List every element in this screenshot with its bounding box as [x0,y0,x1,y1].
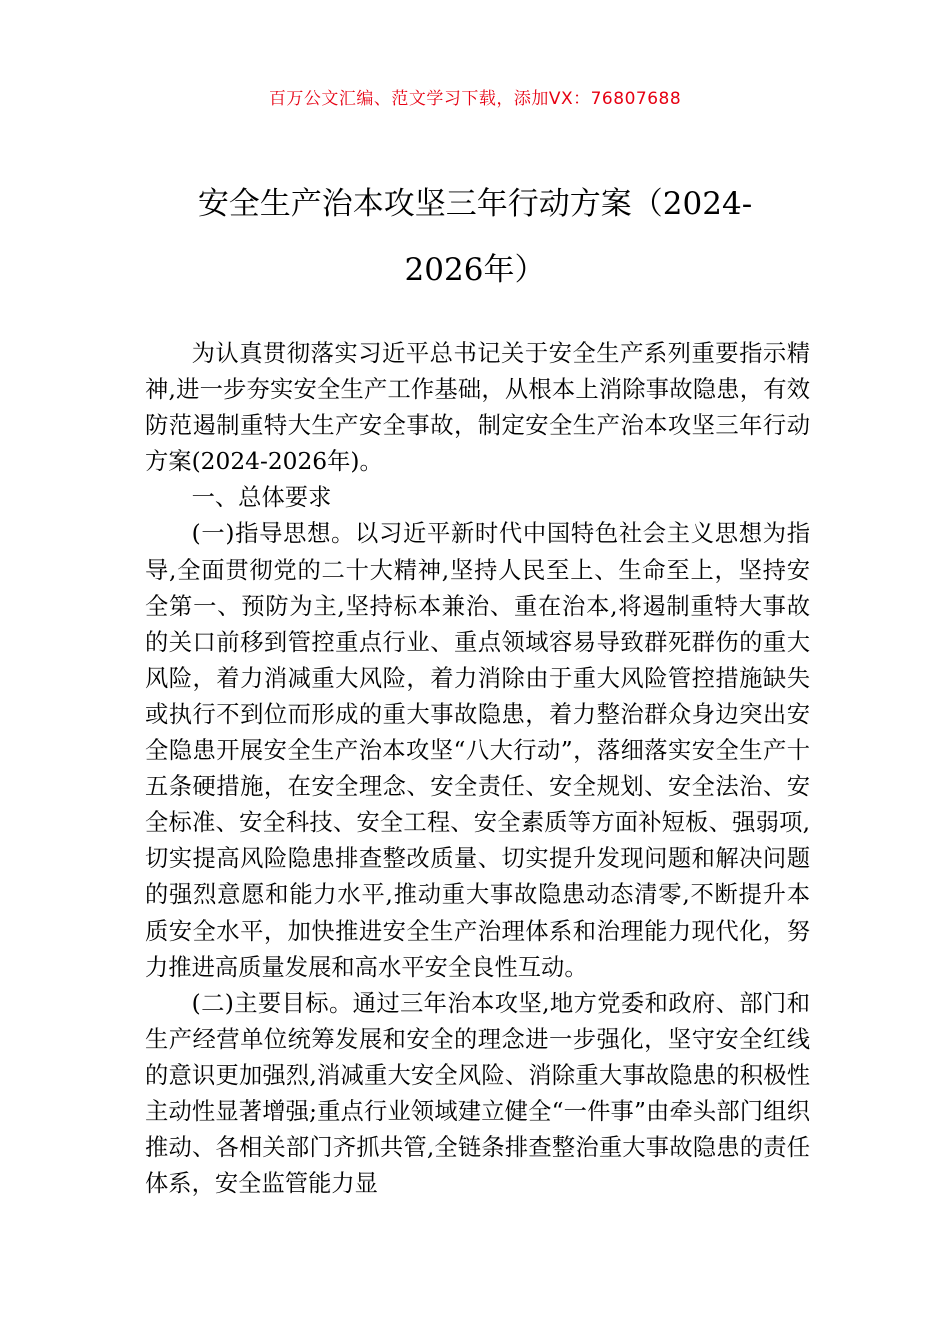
header-note: 百万公文汇编、范文学习下载，添加VX：76807688 [268,89,682,109]
document-body [145,336,810,1202]
section-heading-general-requirements: 一、总体要求 [191,484,332,512]
document-title-line-1: 安全生产治本攻坚三年行动方案（2024- [197,186,753,222]
paragraph-guiding-ideology: (一)指导思想。以习近平新时代中国特色社会主义思想为指导,全面贯彻党的二十大精神,坚持人民至上、生命至上，坚持安全第一、预防为主,坚持标本兼治、重在治本,将遏制重特大事故的关口前移到管控重点行业、重点领域容易导致群死群伤的重大风险，着力消减重大风险，着力消除由于重大风险管控措施缺失或执行不到位而形成的重大事故隐患，着力整治群众身边突出安全隐患开展安全生产治本攻坚“八大行动”，落细落实安全生产十五条硬措施，在安全理念、安全责任、安全规划、安全法治、安全标准、安全科技、安全工程、安全素质等方面补短板、强弱项,切实提高风险隐患排查整改质量、切实提升发现问题和解决问题的强烈意愿和能力水平,推动重大事故隐患动态清零,不断提升本质安全水平，加快推进安全生产治理体系和治理能力现代化，努力推进高质量发展和高水平安全良性互动。 [145,520,810,981]
document-title-line-2: 2026年） [404,252,546,288]
intro-paragraph: 为认真贯彻落实习近平总书记关于安全生产系列重要指示精神,进一步夯实安全生产工作基础，从根本上消除事故隐患，有效防范遏制重特大生产安全事故，制定安全生产治本攻坚三年行动方案(2024-2026年)。 [145,340,810,476]
paragraph-main-goals: (二)主要目标。通过三年治本攻坚,地方党委和政府、部门和生产经营单位统筹发展和安全的理念进一步强化，坚守安全红线的意识更加强烈,消减重大安全风险、消除重大事故隐患的积极性主动性显著增强;重点行业领域建立健全“一件事”由牵头部门组织推动、各相关部门齐抓共管,全链条排查整治重大事故隐患的责任体系，安全监管能力显 [145,989,810,1198]
